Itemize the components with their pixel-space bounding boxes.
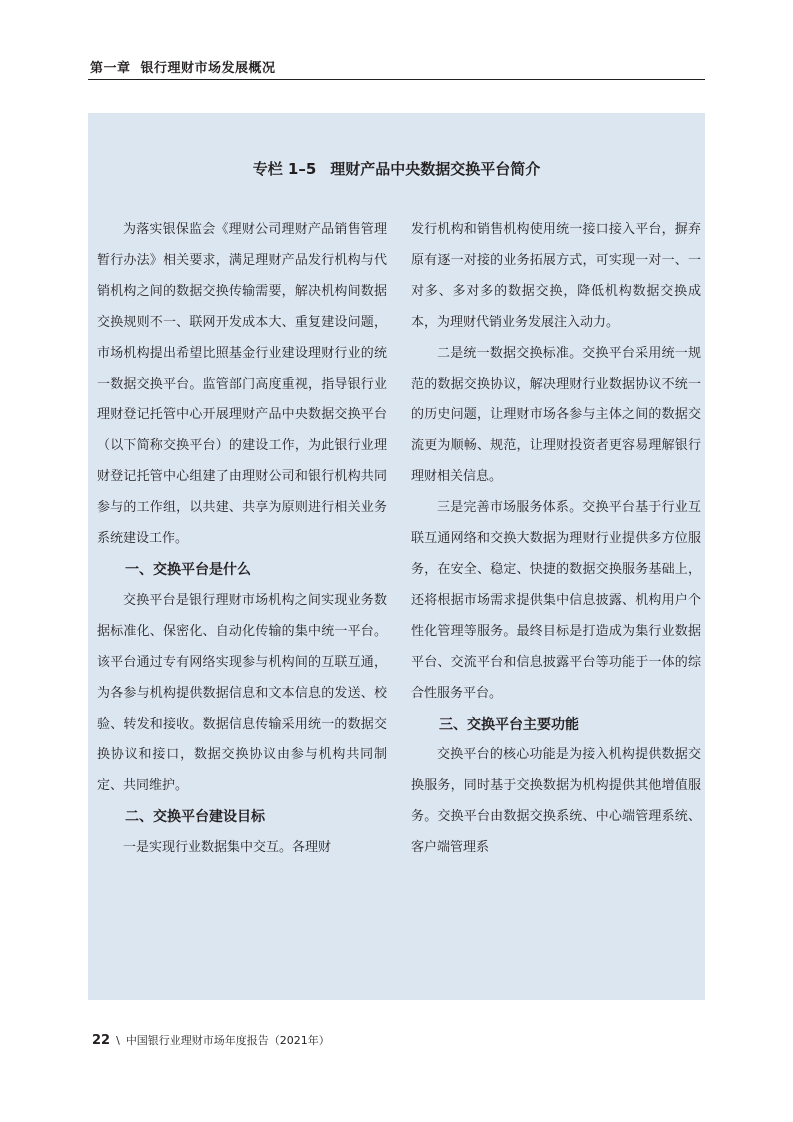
chapter-title: 银行理财市场发展概况 <box>140 61 276 76</box>
section-heading-3: 三、交换平台主要功能 <box>439 716 579 733</box>
intro-paragraph: 为落实银保监会《理财公司理财产品销售管理暂行办法》相关要求，满足理财产品发行机构与代销机构之间的数据交换传输需要，解决机构间数据交换规则不一、联网开发成本大、重复建设问题，市场机构提出希望比照基金行业建设理财行业的统一数据交换平台。监管部门高度重视，指导银行业理财登记托管中心开展理财产品中央数据交换平台（以下简称交换平台）的建设工作，为此银行业理财登记托管中心组建了由理财公司和银行机构共同参与的工作组，以共建、共享为原则进行相关业务系统建设工作。 <box>97 222 387 547</box>
paragraph-goal-3: 三是完善市场服务体系。交换平台基于行业互联互通网络和交换大数据为理财行业提供多方位服务，在安全、稳定、快捷的数据交换服务基础上，还将根据市场需求提供集中信息披露、机构用户个性化管理等服务。最终目标是打造成为集行业数据平台、交流平台和信息披露平台等功能于一体的综合性服务平台。 <box>411 500 701 701</box>
page-number: 22 <box>92 1033 111 1048</box>
running-head <box>90 57 276 76</box>
box-title <box>0 158 793 179</box>
box-number: 专栏 1–5 <box>252 160 317 178</box>
box-heading: 理财产品中央数据交换平台简介 <box>330 160 541 178</box>
footer-separator: \ <box>116 1034 120 1047</box>
paragraph-what-is: 交换平台是银行理财市场机构之间实现业务数据标准化、保密化、自动化传输的集中统一平台。该平台通过专有网络实现参与机构间的互联互通，为各参与机构提供数据信息和文本信息的发送、校验、转发和接收。数据信息传输采用统一的数据交换协议和接口，数据交换协议由参与机构共同制定、共同维护。 <box>97 592 387 794</box>
section-heading-1: 一、交换平台是什么 <box>125 561 251 578</box>
header-rule <box>88 79 705 80</box>
paragraph-goal-1-continued: 发行机构和销售机构使用统一接口接入平台，摒弃原有逐一对接的业务拓展方式，可实现一对一、一对多、多对多的数据交换，降低机构数据交换成本，为理财代销业务发展注入动力。 <box>411 222 701 330</box>
right-column <box>411 215 701 864</box>
paragraph-functions: 交换平台的核心功能是为接入机构提供数据交换服务，同时基于交换数据为机构提供其他增值服务。交换平台由数据交换系统、中心端管理系统、客户端管理系 <box>411 747 701 856</box>
section-heading-2: 二、交换平台建设目标 <box>125 809 265 826</box>
paragraph-goal-1: 一是实现行业数据集中交互。各理财 <box>123 840 332 856</box>
left-column <box>97 215 387 864</box>
chapter-label: 第一章 <box>90 61 131 76</box>
report-title: 中国银行业理财市场年度报告（2021年） <box>125 1034 330 1047</box>
page-footer <box>92 1032 330 1048</box>
paragraph-goal-2: 二是统一数据交换标准。交换平台采用统一规范的数据交换协议，解决理财行业数据协议不统一的历史问题，让理财市场各参与主体之间的数据交流更为顺畅、规范，让理财投资者更容易理解银行理财相关信息。 <box>411 345 701 485</box>
